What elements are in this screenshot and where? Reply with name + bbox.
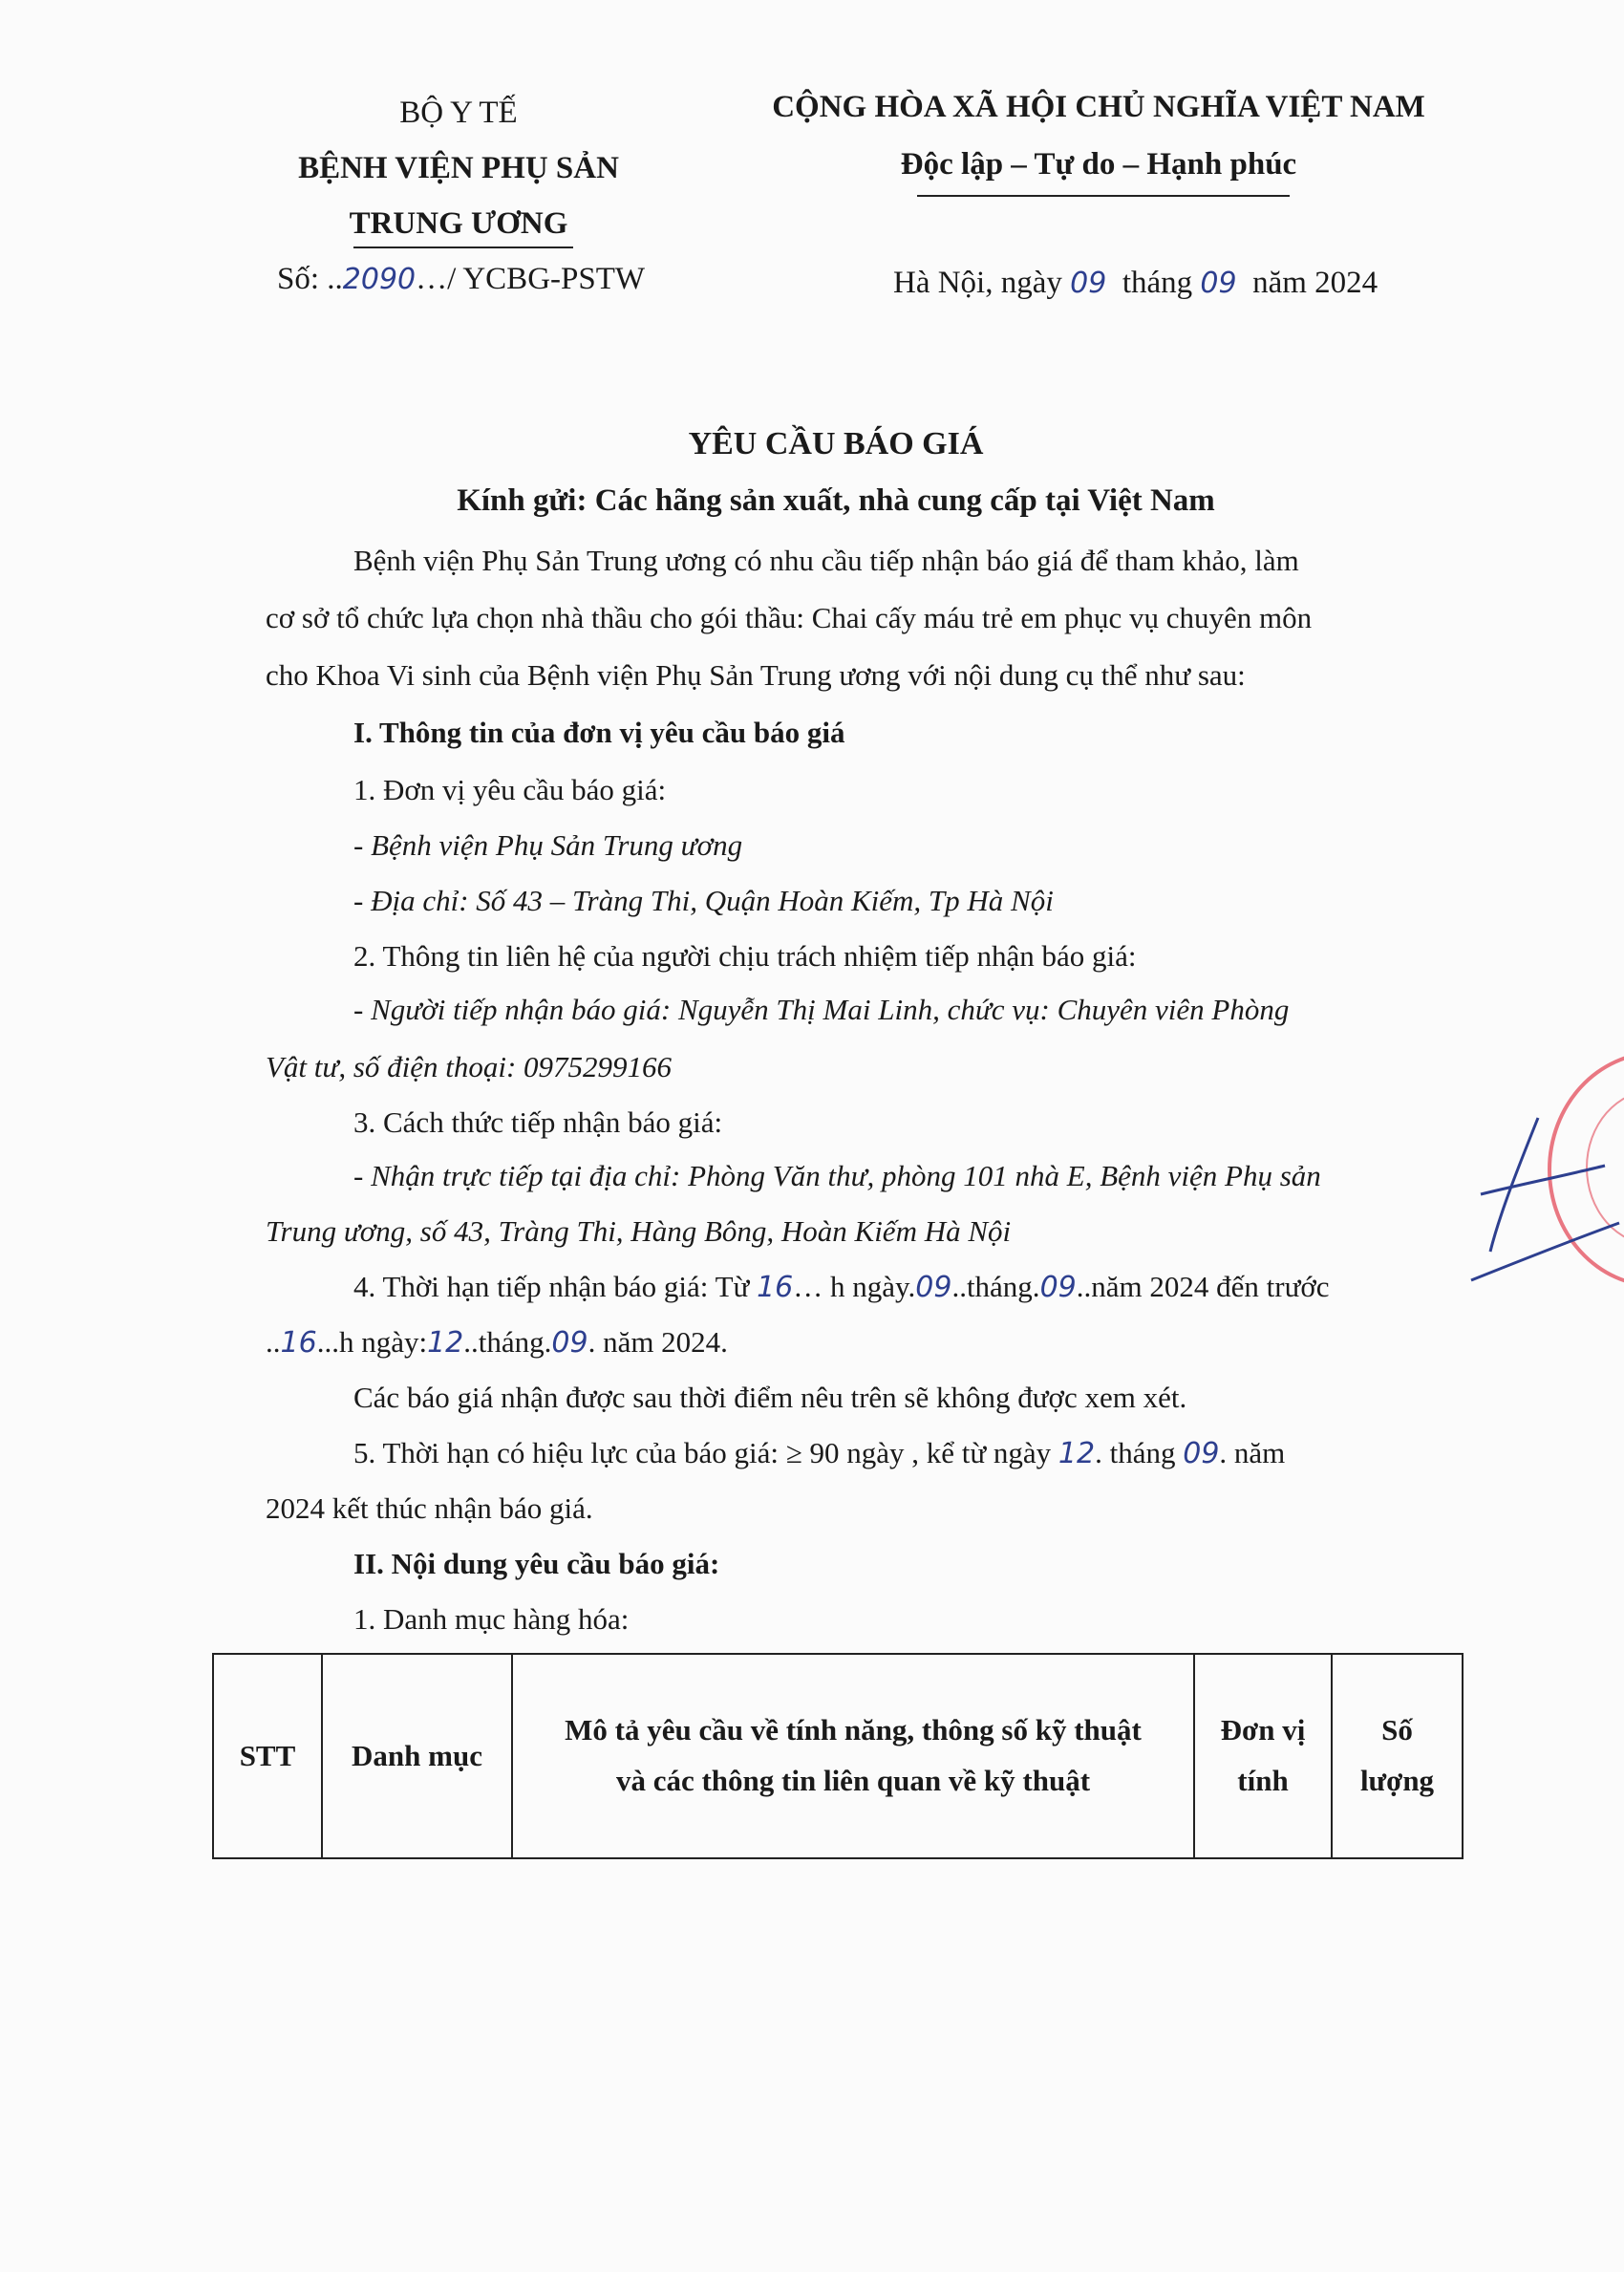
deadline-text-d: ..năm 2024 đến trước: [1076, 1270, 1330, 1303]
quantity-header-line-2: lượng: [1359, 1764, 1435, 1797]
date-month-label: tháng: [1122, 266, 1193, 300]
deadline-text-a: 4. Thời hạn tiếp nhận báo giá: Từ: [353, 1270, 750, 1303]
description-header-line-1: Mô tả yêu cầu về tính năng, thông số kỹ thuật: [565, 1713, 1142, 1747]
contact-line-1: - Người tiếp nhận báo giá: Nguyễn Thị Mai Linh, chức vụ: Chuyên viên Phòng: [353, 993, 1290, 1026]
ministry-name: BỘ Y TẾ: [399, 96, 518, 130]
number-suffix: …/ YCBG-PSTW: [416, 262, 646, 296]
section-1-heading: I. Thông tin của đơn vị yêu cầu báo giá: [353, 716, 845, 749]
section-2-heading: II. Nội dung yêu cầu báo giá:: [353, 1547, 720, 1580]
signature-mark: [1462, 1108, 1624, 1299]
validity-text-c: . năm: [1219, 1436, 1286, 1469]
requesting-unit-name: - Bệnh viện Phụ Sản Trung ương: [353, 828, 743, 862]
contact-line-2: Vật tư, số điện thoại: 0975299166: [266, 1050, 673, 1083]
country-name: CỘNG HÒA XÃ HỘI CHỦ NGHĨA VIỆT NAM: [772, 90, 1425, 124]
hospital-name-line2: TRUNG ƯƠNG: [349, 206, 568, 241]
recipient-line: Kính gửi: Các hãng sản xuất, nhà cung cấp tại Việt Nam: [457, 483, 1215, 518]
col-header-unit: [1194, 1654, 1332, 1858]
date-year: năm 2024: [1252, 266, 1378, 300]
validity-text-a: 5. Thời hạn có hiệu lực của báo giá: ≥ 90 ngày , kể từ ngày: [353, 1436, 1052, 1469]
document-title: YÊU CẦU BÁO GIÁ: [688, 426, 984, 461]
col-header-category: Danh mục: [322, 1654, 512, 1858]
col-header-quantity: [1332, 1654, 1463, 1858]
validity-line-2: 2024 kết thúc nhận báo giá.: [266, 1491, 593, 1525]
intro-line-2: cơ sở tổ chức lựa chọn nhà thầu cho gói thầu: Chai cấy máu trẻ em phục vụ chuyên môn: [266, 601, 1313, 634]
deadline-text-c: ..tháng.: [951, 1270, 1040, 1303]
unit-header-line-2: tính: [1237, 1764, 1289, 1797]
quantity-header-line-1: Số: [1381, 1713, 1413, 1747]
description-header-line-2: và các thông tin liên quan về kỹ thuật: [615, 1764, 1091, 1797]
intro-line-3: cho Khoa Vi sinh của Bệnh viện Phụ Sản Trung ương với nội dung cụ thể như sau:: [266, 658, 1246, 692]
deadline-text-h: . năm 2024.: [588, 1325, 728, 1359]
deadline-text-b: … h ngày.: [793, 1270, 916, 1303]
validity-month: 09: [1183, 1437, 1220, 1470]
unit-header-line-1: Đơn vị: [1220, 1713, 1306, 1747]
col-header-description: [512, 1654, 1194, 1858]
validity-day: 12: [1058, 1437, 1096, 1470]
section-1-item-1: 1. Đơn vị yêu cầu báo giá:: [353, 773, 667, 806]
number-prefix: Số: ..: [277, 262, 343, 296]
col-header-stt: STT: [213, 1654, 322, 1858]
method-line-1: - Nhận trực tiếp tại địa chỉ: Phòng Văn thư, phòng 101 nhà E, Bệnh viện Phụ sản: [353, 1159, 1321, 1192]
deadline-line-2: [266, 1322, 728, 1363]
section-2-item-1: 1. Danh mục hàng hóa:: [353, 1602, 630, 1636]
date-day-handwritten: 09: [1070, 267, 1107, 300]
deadline-text-e: ..: [266, 1325, 281, 1359]
hospital-name-line1: BỆNH VIỆN PHỤ SẢN: [298, 151, 619, 185]
deadline-month-2: 09: [551, 1326, 588, 1360]
deadline-text-g: ..tháng.: [463, 1325, 552, 1359]
section-1-item-3: 3. Cách thức tiếp nhận báo giá:: [353, 1105, 723, 1139]
motto-underline: [917, 195, 1290, 197]
deadline-line-1: [353, 1267, 1330, 1308]
validity-line-1: [353, 1433, 1285, 1474]
deadline-text-f: ...h ngày:: [316, 1325, 428, 1359]
header-left-underline: [353, 246, 573, 248]
requesting-unit-address: - Địa chỉ: Số 43 – Tràng Thi, Quận Hoàn Kiếm, Tp Hà Nội: [353, 884, 1054, 917]
deadline-hour-2: 16: [280, 1326, 317, 1360]
number-handwritten: 2090: [342, 263, 417, 296]
section-1-item-2: 2. Thông tin liên hệ của người chịu trách nhiệm tiếp nhận báo giá:: [353, 939, 1137, 973]
date-prefix: Hà Nội, ngày: [893, 266, 1062, 300]
table-header-row: [213, 1654, 1463, 1858]
date-month-handwritten: 09: [1200, 267, 1237, 300]
validity-text-b: . tháng: [1095, 1436, 1176, 1469]
late-submission-note: Các báo giá nhận được sau thời điểm nêu trên sẽ không được xem xét.: [353, 1381, 1187, 1414]
document-number: [277, 262, 645, 297]
national-motto: Độc lập – Tự do – Hạnh phúc: [900, 147, 1297, 182]
deadline-day-1: 09: [915, 1271, 952, 1304]
goods-table: [212, 1653, 1464, 1859]
deadline-hour-1: 16: [757, 1271, 794, 1304]
deadline-month-1: 09: [1039, 1271, 1077, 1304]
intro-line-1: Bệnh viện Phụ Sản Trung ương có nhu cầu tiếp nhận báo giá để tham khảo, làm: [353, 544, 1299, 577]
deadline-day-2: 12: [427, 1326, 464, 1360]
issue-date: [893, 266, 1378, 301]
method-line-2: Trung ương, số 43, Tràng Thi, Hàng Bông, Hoàn Kiếm Hà Nội: [266, 1214, 1012, 1248]
